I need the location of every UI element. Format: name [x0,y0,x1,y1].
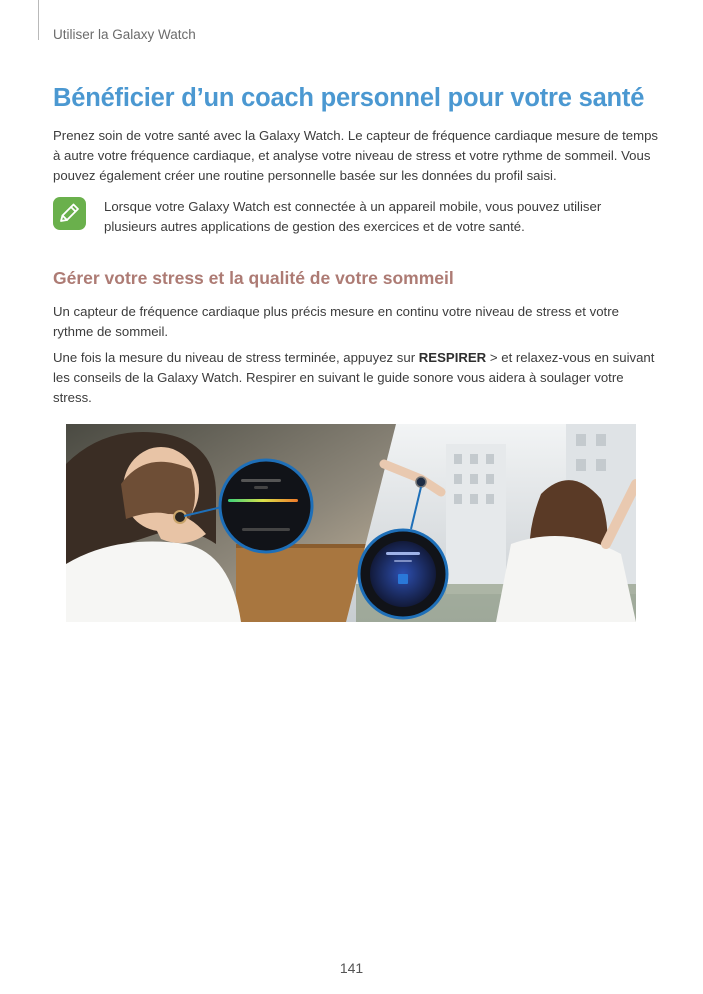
section-paragraph-1: Un capteur de fréquence cardiaque plus précis mesure en continu votre niveau de stress et votre rythme de sommeil. [53,304,619,339]
running-header: Utiliser la Galaxy Watch [53,27,196,42]
section-paragraph-2 [53,348,658,408]
page-title: Bénéficier d’un coach personnel pour votre santé [53,84,645,112]
respirer-keyword: RESPIRER [418,350,487,365]
section-title: Gérer votre stress et la qualité de votre sommeil [53,268,454,288]
note-pencil-icon [53,197,86,230]
note-text: Lorsque votre Galaxy Watch est connectée à un appareil mobile, vous pouvez utiliser plusieurs autres applications de gestion des exercices et de votre santé. [104,199,602,234]
stress-breathing-illustration [66,424,636,622]
para2-text-start: Une fois la mesure du niveau de stress terminée, appuyez sur [53,350,419,365]
header-rule [38,0,39,40]
para2-text-end: > et relaxez-vous en suivant les conseils de la Galaxy Watch. Respirer en suivant le guide sonore vous aidera à soulager votre stress. [53,350,655,405]
intro-paragraph: Prenez soin de votre santé avec la Galaxy Watch. Le capteur de fréquence cardiaque mesure de temps à autre votre fréquence cardiaque, et analyse votre niveau de stress et votre rythme de sommeil. Vous pouvez également créer une routine personnelle basée sur les données du profil saisi. [53,128,659,183]
page-number: 141 [339,960,364,976]
